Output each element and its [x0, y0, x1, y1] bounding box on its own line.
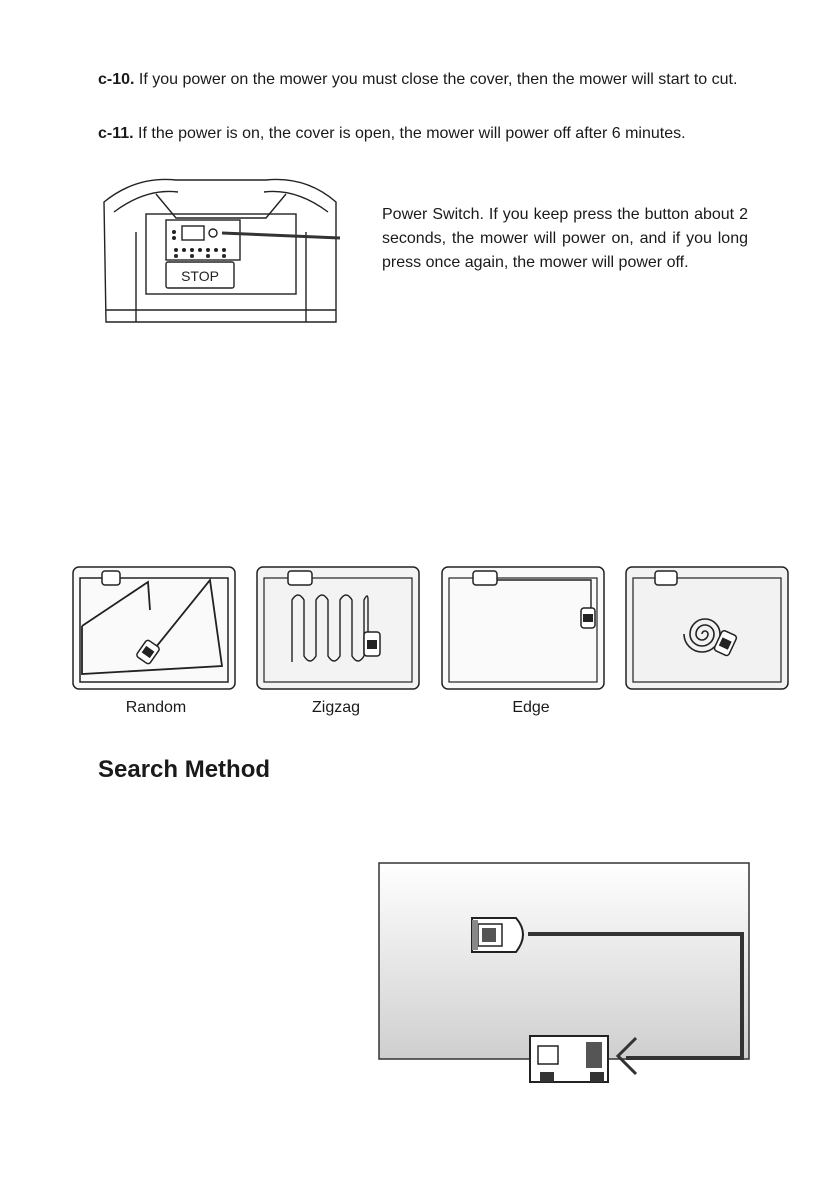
mode-edge-diagram — [441, 566, 605, 690]
instruction-label: c-11. — [98, 125, 134, 142]
search-method-diagram — [378, 862, 750, 1086]
instruction-c11 — [98, 120, 808, 147]
mode-caption-zigzag: Zigzag — [311, 699, 361, 716]
instruction-text: If you power on the mower you must close the cover, then the mower will start to cut. — [134, 71, 738, 88]
power-switch-description: Power Switch. If you keep press the button about 2 seconds, the mower will power on, and if you long press once again, the mower will power off. — [382, 206, 748, 271]
mower-control-panel-illustration — [96, 172, 346, 328]
instruction-label: c-10. — [98, 71, 135, 88]
mode-random-diagram — [72, 566, 236, 690]
instruction-text: If the power is on, the cover is open, the mower will power off after 6 minutes. — [133, 125, 686, 142]
stop-label: STOP — [181, 268, 219, 284]
charging-station-view — [530, 1036, 608, 1082]
instruction-c10 — [98, 66, 798, 93]
mode-caption-random: Random — [125, 699, 187, 716]
section-title: Search Method — [98, 756, 271, 783]
mower-top-view — [472, 918, 523, 952]
mode-spiral-diagram — [625, 566, 789, 690]
mode-caption-edge: Edge — [512, 699, 550, 716]
mode-zigzag-diagram — [256, 566, 420, 690]
